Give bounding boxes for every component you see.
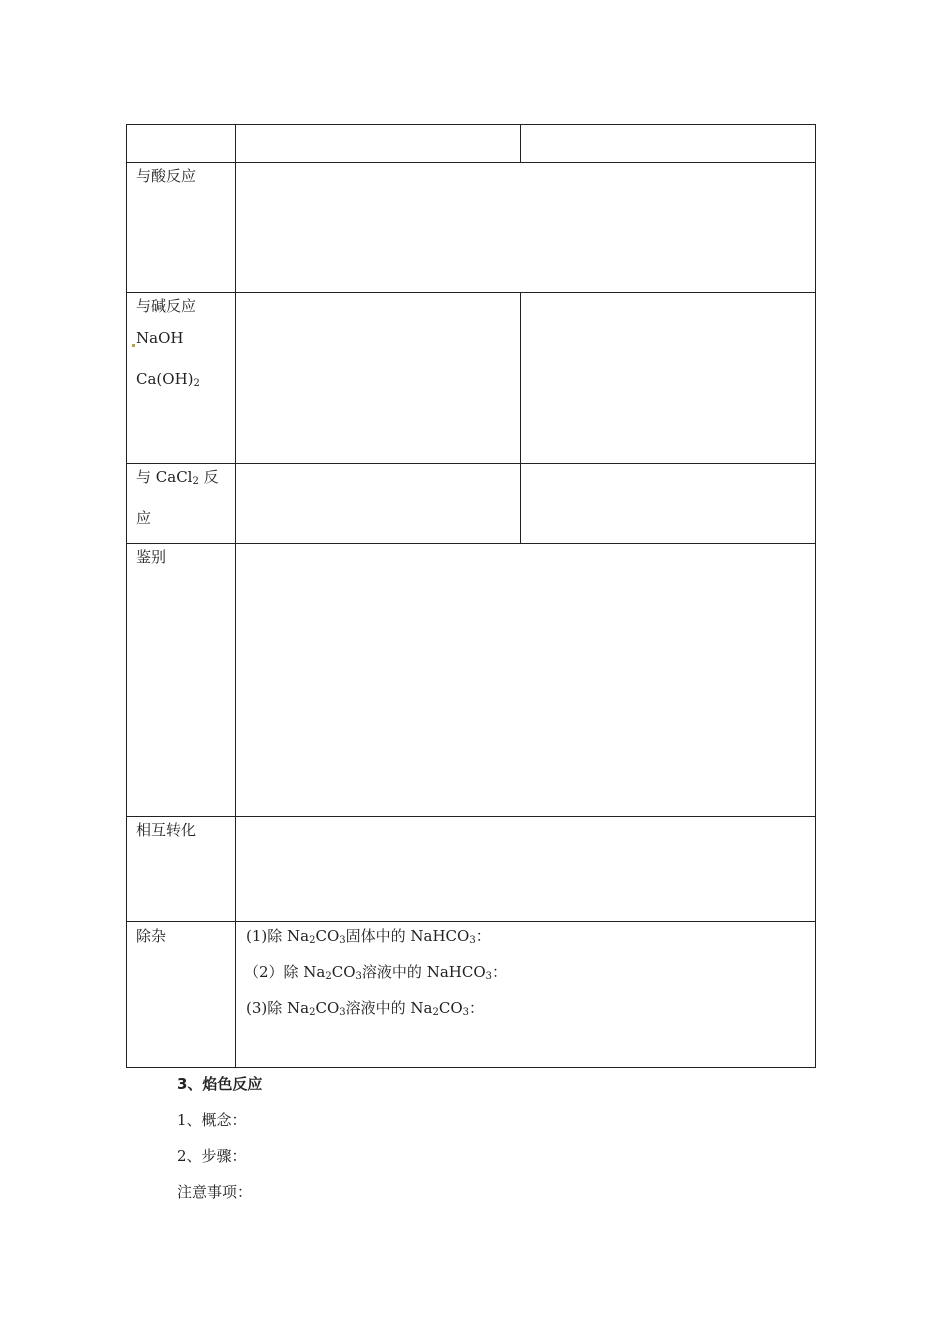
row-label-cacl2-line2: 应 bbox=[136, 509, 152, 527]
flame-concept: 1、概念： bbox=[177, 1111, 247, 1129]
flame-notes: 注意事项： bbox=[177, 1183, 253, 1201]
row-separator bbox=[126, 543, 816, 544]
p1-c-sub: 3 bbox=[469, 935, 476, 946]
p3-a: (3)除 Na bbox=[246, 999, 310, 1017]
row-separator bbox=[126, 463, 816, 464]
p3-c: 溶液中的 Na bbox=[345, 999, 433, 1017]
p3-b-sub: 3 bbox=[339, 1007, 346, 1018]
table-mid-divider bbox=[520, 292, 521, 544]
p2-a: （2）除 Na bbox=[244, 963, 326, 981]
row-label-convert: 相互转化 bbox=[136, 821, 197, 839]
row-label-acid: 与酸反应 bbox=[136, 167, 197, 185]
p1-b: CO bbox=[315, 927, 340, 945]
p3-d: CO bbox=[438, 999, 463, 1017]
p3-e: ： bbox=[469, 999, 485, 1017]
p2-b: CO bbox=[331, 963, 356, 981]
row-label-cacl2 bbox=[136, 468, 219, 486]
p3-a-sub: 2 bbox=[309, 1007, 316, 1018]
naoh-text: NaOH bbox=[136, 329, 184, 347]
p1-a: (1)除 Na bbox=[246, 927, 310, 945]
purify-item-2 bbox=[244, 963, 507, 981]
p2-a-sub: 2 bbox=[325, 971, 332, 982]
table-border-left bbox=[126, 124, 127, 1068]
purify-item-1 bbox=[246, 927, 491, 945]
p2-c-sub: 3 bbox=[485, 971, 492, 982]
table-mid-divider bbox=[520, 124, 521, 163]
base-naoh bbox=[132, 329, 183, 347]
caoh-subscript: 2 bbox=[193, 378, 200, 389]
caoh-text: Ca(OH) bbox=[136, 370, 194, 388]
table-border-top bbox=[126, 124, 816, 125]
table-border-right bbox=[815, 124, 816, 1068]
base-caoh2 bbox=[136, 370, 200, 388]
row-label-identify: 鉴别 bbox=[136, 548, 167, 566]
cacl-suffix: 反 bbox=[198, 468, 219, 486]
flame-reaction-title: 3、焰色反应 bbox=[177, 1075, 263, 1093]
row-separator bbox=[126, 292, 816, 293]
p2-c: 溶液中的 NaHCO bbox=[361, 963, 486, 981]
cacl-subscript: 2 bbox=[192, 476, 199, 487]
p2-d: ： bbox=[492, 963, 508, 981]
p1-c: 固体中的 NaHCO bbox=[345, 927, 470, 945]
p3-b: CO bbox=[315, 999, 340, 1017]
small-mark-icon bbox=[132, 344, 135, 347]
flame-steps: 2、步骤： bbox=[177, 1147, 247, 1165]
p1-d: ： bbox=[475, 927, 491, 945]
p3-d-sub: 3 bbox=[462, 1007, 469, 1018]
purify-item-3 bbox=[246, 999, 484, 1017]
row-separator bbox=[126, 162, 816, 163]
comparison-table bbox=[126, 124, 816, 1068]
table-col-divider bbox=[235, 124, 236, 1068]
table-border-bottom bbox=[126, 1067, 816, 1068]
p3-c-sub: 2 bbox=[432, 1007, 439, 1018]
p1-a-sub: 2 bbox=[309, 935, 316, 946]
p2-b-sub: 3 bbox=[355, 971, 362, 982]
row-label-base: 与碱反应 bbox=[136, 297, 197, 315]
row-separator bbox=[126, 921, 816, 922]
row-label-purify: 除杂 bbox=[136, 927, 167, 945]
p1-b-sub: 3 bbox=[339, 935, 346, 946]
row-separator bbox=[126, 816, 816, 817]
cacl-text: 与 CaCl bbox=[136, 468, 193, 486]
